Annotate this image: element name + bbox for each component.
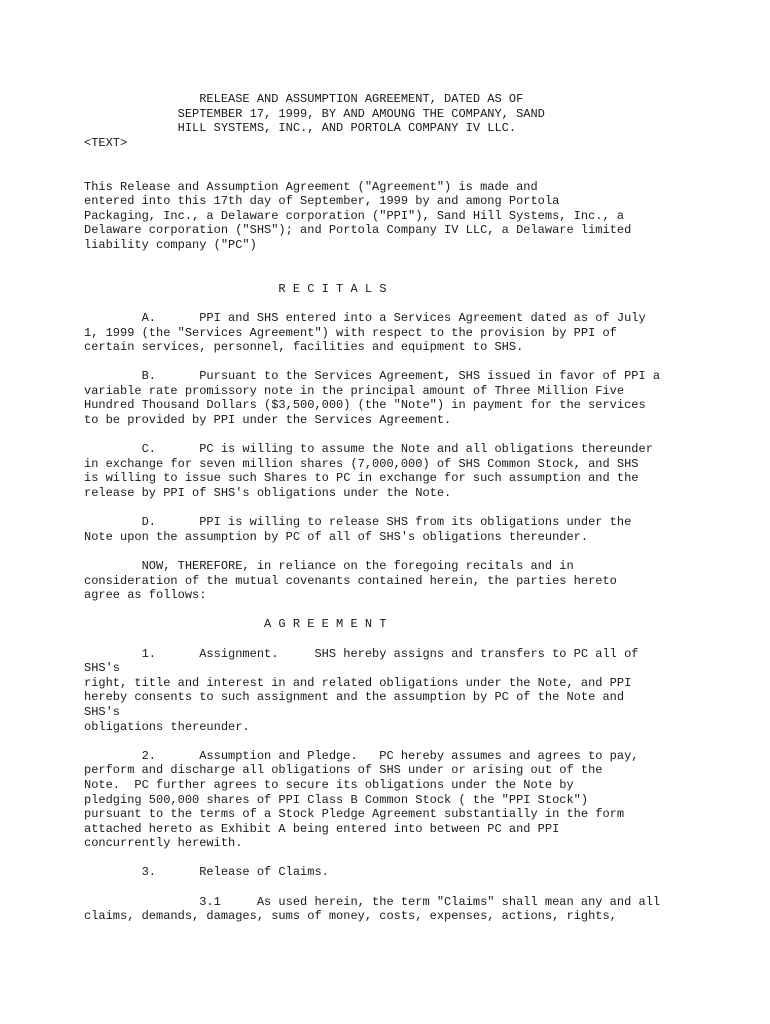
document-line bbox=[84, 544, 764, 559]
document-line: 1. Assignment. SHS hereby assigns and transfers to PC all of bbox=[84, 646, 639, 661]
document-line: D. PPI is willing to release SHS from its obligations under the bbox=[84, 515, 632, 530]
document-line: obligations thereunder. bbox=[84, 719, 250, 734]
document-line bbox=[84, 501, 764, 516]
document-line: A G R E E M E N T bbox=[84, 617, 387, 632]
document-line: attached hereto as Exhibit A being entered into between PC and PPI bbox=[84, 821, 560, 836]
document-line: R E C I T A L S bbox=[84, 281, 387, 296]
document-line: agree as follows: bbox=[84, 588, 207, 603]
document-line: C. PC is willing to assume the Note and all obligations thereunder bbox=[84, 442, 653, 457]
document-line bbox=[84, 296, 764, 311]
document-line bbox=[84, 734, 764, 749]
document-line: liability company ("PC") bbox=[84, 237, 257, 252]
document-line: claims, demands, damages, sums of money, costs, expenses, actions, rights, bbox=[84, 909, 617, 924]
document-line: concurrently herewith. bbox=[84, 836, 243, 851]
document-line bbox=[84, 603, 764, 618]
document-line: pledging 500,000 shares of PPI Class B Common Stock ( the "PPI Stock") bbox=[84, 792, 589, 807]
document-line bbox=[84, 267, 764, 282]
document-line bbox=[84, 253, 764, 268]
document-line: SEPTEMBER 17, 1999, BY AND AMOUNG THE COMPANY, SAND bbox=[84, 106, 545, 121]
document-line bbox=[84, 632, 764, 647]
document-line: HILL SYSTEMS, INC., AND PORTOLA COMPANY IV LLC. bbox=[84, 121, 517, 136]
document-line: 3. Release of Claims. bbox=[84, 865, 329, 880]
document-line: entered into this 17th day of September, 1999 by and among Portola bbox=[84, 194, 560, 209]
document-line: <TEXT> bbox=[84, 135, 128, 150]
document-line bbox=[84, 880, 764, 895]
document-line: A. PPI and SHS entered into a Services Agreement dated as of July bbox=[84, 310, 646, 325]
document-line: 1, 1999 (the "Services Agreement") with respect to the provision by PPI of bbox=[84, 325, 617, 340]
document-line: SHS's bbox=[84, 704, 121, 719]
document-line bbox=[84, 150, 764, 165]
document-line: B. Pursuant to the Services Agreement, SHS issued in favor of PPI a bbox=[84, 369, 661, 384]
document-line: Note upon the assumption by PC of all of SHS's obligations thereunder. bbox=[84, 529, 589, 544]
document-line: consideration of the mutual covenants contained herein, the parties hereto bbox=[84, 573, 617, 588]
document-line: SHS's bbox=[84, 661, 121, 676]
document-line: in exchange for seven million shares (7,000,000) of SHS Common Stock, and SHS bbox=[84, 456, 639, 471]
document-line: pursuant to the terms of a Stock Pledge Agreement substantially in the form bbox=[84, 807, 625, 822]
document-line: release by PPI of SHS's obligations under the Note. bbox=[84, 486, 452, 501]
document-line: 3.1 As used herein, the term "Claims" shall mean any and all bbox=[84, 894, 661, 909]
document-line: perform and discharge all obligations of SHS under or arising out of the bbox=[84, 763, 603, 778]
document-line: Note. PC further agrees to secure its obligations under the Note by bbox=[84, 777, 574, 792]
document-line: is willing to issue such Shares to PC in exchange for such assumption and the bbox=[84, 471, 639, 486]
document-line: variable rate promissory note in the principal amount of Three Million Five bbox=[84, 383, 625, 398]
document-line: Delaware corporation ("SHS"); and Portola Company IV LLC, a Delaware limited bbox=[84, 223, 632, 238]
document-line bbox=[84, 851, 764, 866]
document-line bbox=[84, 355, 764, 370]
document-line: NOW, THEREFORE, in reliance on the foregoing recitals and in bbox=[84, 559, 574, 573]
document-line: Hundred Thousand Dollars ($3,500,000) (the "Note") in payment for the services bbox=[84, 398, 646, 413]
document-line: hereby consents to such assignment and the assumption by PC of the Note and bbox=[84, 690, 625, 705]
document-line: to be provided by PPI under the Services Agreement. bbox=[84, 413, 452, 428]
document-line: right, title and interest in and related obligations under the Note, and PPI bbox=[84, 675, 632, 690]
document-line bbox=[84, 165, 764, 180]
document-line bbox=[84, 428, 764, 443]
document-body bbox=[84, 92, 764, 924]
document-line: RELEASE AND ASSUMPTION AGREEMENT, DATED AS OF bbox=[84, 92, 524, 106]
document-line: This Release and Assumption Agreement ("Agreement") is made and bbox=[84, 179, 538, 194]
document-line: Packaging, Inc., a Delaware corporation ("PPI"), Sand Hill Systems, Inc., a bbox=[84, 208, 625, 223]
document-line: 2. Assumption and Pledge. PC hereby assumes and agrees to pay, bbox=[84, 748, 639, 763]
document-line: certain services, personnel, facilities and equipment to SHS. bbox=[84, 340, 524, 355]
